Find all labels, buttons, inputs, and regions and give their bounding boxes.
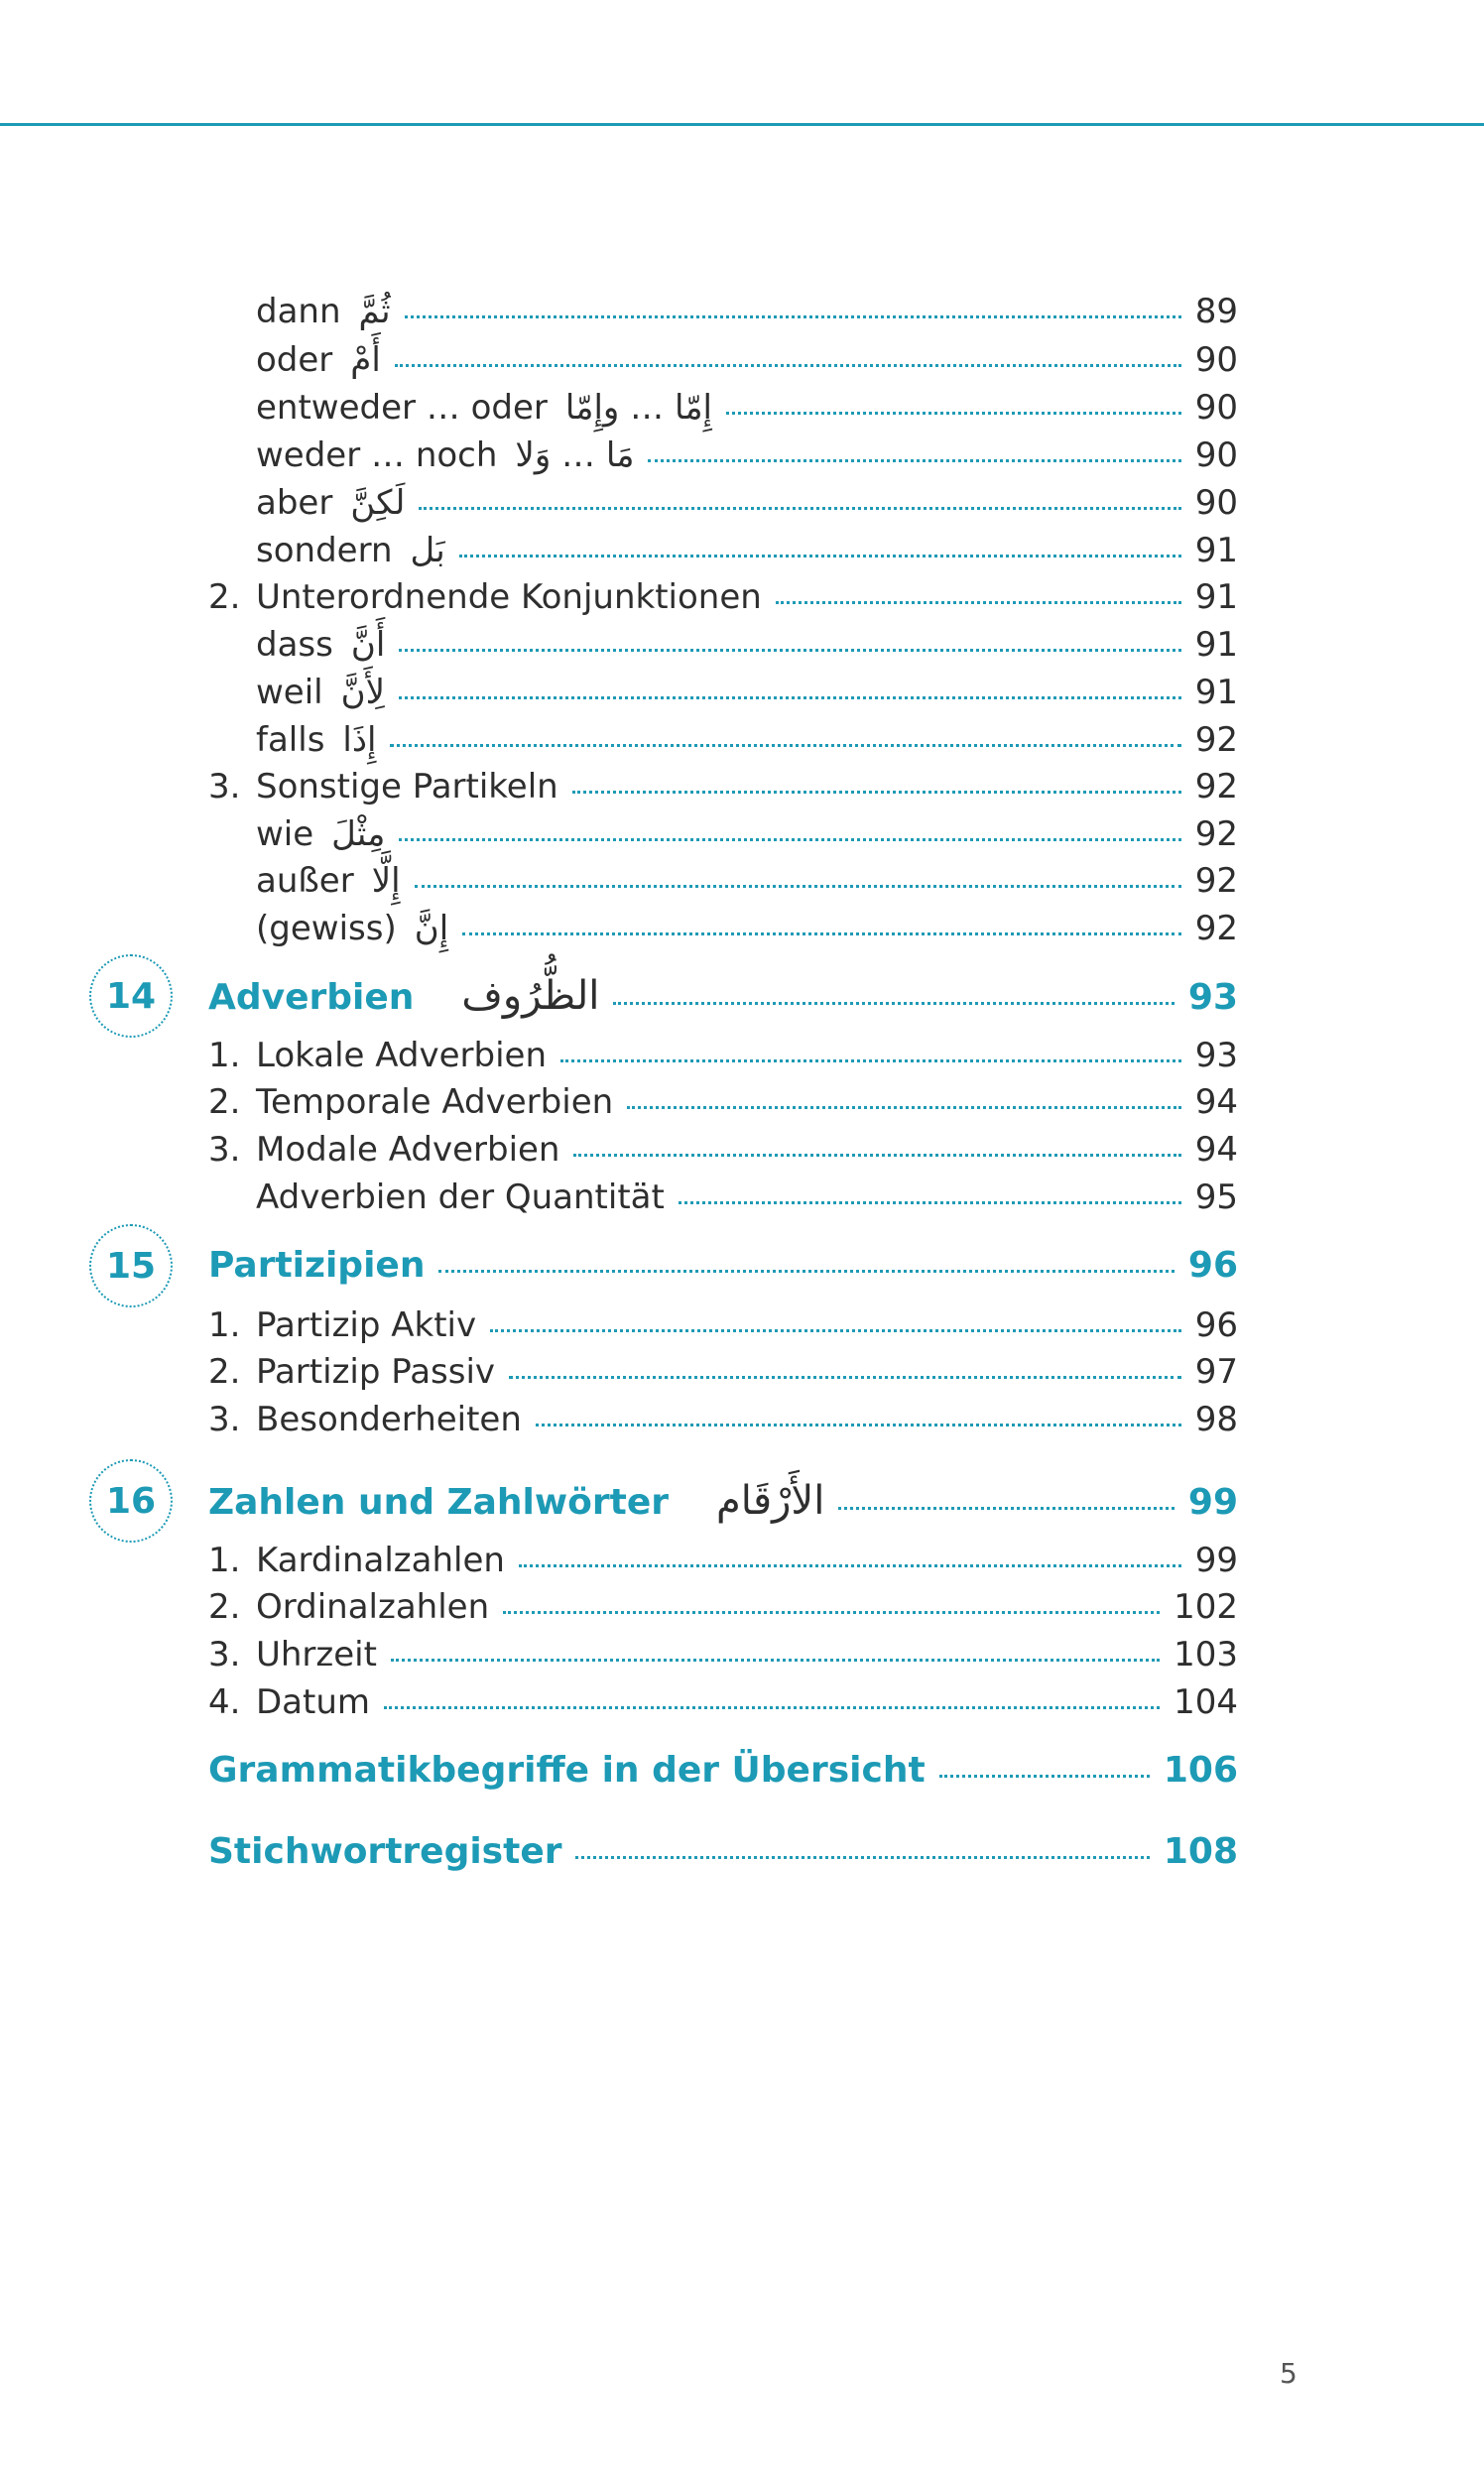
entry-label: Sonstige Partikeln <box>256 767 558 806</box>
entry-number: 4. <box>208 1682 241 1722</box>
entry-label: Ordinalzahlen <box>256 1587 490 1627</box>
toc-entry-kardinalzahlen[interactable] <box>208 1539 1238 1582</box>
dot-leader <box>438 1270 1174 1273</box>
entry-page: 90 <box>1194 435 1238 475</box>
entry-label: falls <box>256 720 325 760</box>
entry-page: 103 <box>1174 1635 1238 1674</box>
entry-label: Partizip Aktiv <box>256 1305 477 1345</box>
entry-label: dass <box>256 625 333 665</box>
dot-leader <box>573 1154 1180 1157</box>
entry-page: 92 <box>1194 767 1238 806</box>
chapter-title: Zahlen und Zahlwörter <box>208 1482 669 1523</box>
entry-label: Adverbien der Quantität <box>256 1178 665 1217</box>
dot-leader <box>509 1376 1181 1379</box>
toc-section-grammatikbegriffe[interactable] <box>208 1749 1238 1793</box>
entry-page: 102 <box>1174 1587 1238 1627</box>
entry-label: Partizip Passiv <box>256 1352 496 1392</box>
entry-page: 97 <box>1194 1352 1238 1392</box>
entry-number: 3. <box>208 767 241 806</box>
entry-number: 2. <box>208 577 241 617</box>
toc-entry-lokale-adverbien[interactable] <box>208 1034 1238 1077</box>
toc-entry-weil[interactable] <box>256 671 1238 714</box>
entry-page: 89 <box>1194 292 1238 331</box>
toc-entry-gewiss[interactable] <box>256 907 1238 950</box>
toc-section-stichwortregister[interactable] <box>208 1830 1238 1874</box>
dot-leader <box>726 412 1181 415</box>
entry-label: weil <box>256 673 323 712</box>
entry-number: 1. <box>208 1541 241 1580</box>
entry-page: 91 <box>1194 577 1238 617</box>
toc-entry-sondern[interactable] <box>256 529 1238 572</box>
entry-page: 94 <box>1194 1082 1238 1122</box>
dot-leader <box>399 696 1181 699</box>
toc-entry-dass[interactable] <box>256 623 1238 667</box>
dot-leader <box>679 1201 1181 1204</box>
chapter-page: 99 <box>1187 1482 1238 1523</box>
toc-entry-ordinalzahlen[interactable] <box>208 1585 1238 1629</box>
entry-arabic: أَمْ <box>350 340 381 380</box>
chapter-arabic: الظُّرُوف <box>461 973 600 1019</box>
dot-leader <box>399 838 1180 841</box>
entry-arabic: أَنَّ <box>350 625 386 665</box>
toc-entry-aber[interactable] <box>256 481 1238 525</box>
entry-label: entweder … oder <box>256 388 548 428</box>
entry-label: wie <box>256 814 314 854</box>
entry-number: 3. <box>208 1130 241 1170</box>
dot-leader <box>390 744 1180 747</box>
dot-leader <box>490 1329 1181 1332</box>
entry-arabic: إِلَّا <box>371 861 401 901</box>
chapter-page: 93 <box>1187 977 1238 1018</box>
entry-arabic: ثُمَّ <box>358 292 391 331</box>
toc-entry-ausser[interactable] <box>256 859 1238 903</box>
entry-label: sondern <box>256 531 393 570</box>
dot-leader <box>776 601 1181 604</box>
dot-leader <box>560 1059 1181 1062</box>
entry-page: 95 <box>1194 1178 1238 1217</box>
section-page: 108 <box>1163 1831 1238 1872</box>
toc-chapter-partizipien[interactable] <box>208 1244 1238 1288</box>
entry-page: 99 <box>1194 1541 1238 1580</box>
toc-entry-partizip-aktiv[interactable] <box>208 1303 1238 1347</box>
entry-arabic: لِأَنَّ <box>340 673 385 712</box>
entry-page: 92 <box>1194 909 1238 948</box>
dot-leader <box>519 1564 1181 1567</box>
dot-leader <box>575 1856 1149 1859</box>
entry-page: 91 <box>1194 673 1238 712</box>
toc-entry-modale-adverbien[interactable] <box>208 1128 1238 1172</box>
entry-arabic: مِثْلَ <box>331 814 386 854</box>
dot-leader <box>459 555 1181 558</box>
entry-arabic: إِنَّ <box>414 909 449 948</box>
entry-arabic: بَل <box>410 531 445 570</box>
chapter-arabic: الأَرْقَام <box>716 1478 825 1524</box>
entry-label: außer <box>256 861 354 901</box>
entry-label: Uhrzeit <box>256 1635 377 1674</box>
entry-arabic: إِذَا <box>342 720 377 760</box>
dot-leader <box>384 1706 1160 1709</box>
dot-leader <box>415 885 1181 888</box>
toc-entry-uhrzeit[interactable] <box>208 1633 1238 1676</box>
entry-number: 3. <box>208 1400 241 1439</box>
entry-label: Datum <box>256 1682 371 1722</box>
page-number: 5 <box>1280 2357 1298 2390</box>
toc-entry-entweder-oder[interactable] <box>256 386 1238 430</box>
entry-arabic: إِمّا … وإِمّا <box>564 388 712 428</box>
entry-label: Kardinalzahlen <box>256 1541 505 1580</box>
section-page: 106 <box>1163 1750 1238 1791</box>
toc-entry-wie[interactable] <box>256 812 1238 856</box>
section-title: Stichwortregister <box>208 1831 562 1872</box>
toc-entry-sonstige-partikeln[interactable] <box>208 765 1238 808</box>
toc-entry-oder[interactable] <box>256 338 1238 382</box>
section-title: Grammatikbegriffe in der Übersicht <box>208 1750 926 1791</box>
entry-page: 90 <box>1194 483 1238 523</box>
entry-label: weder … noch <box>256 435 498 475</box>
dot-leader <box>399 649 1180 652</box>
dot-leader <box>391 1659 1160 1662</box>
dot-leader <box>405 315 1181 318</box>
entry-page: 93 <box>1194 1036 1238 1075</box>
toc-entry-partizip-passiv[interactable] <box>208 1350 1238 1394</box>
entry-label: dann <box>256 292 341 331</box>
dot-leader <box>536 1424 1181 1426</box>
dot-leader <box>462 932 1181 935</box>
chapter-badge-14: 14 <box>89 954 173 1038</box>
entry-label: (gewiss) <box>256 909 397 948</box>
entry-page: 92 <box>1194 720 1238 760</box>
dot-leader <box>939 1775 1150 1778</box>
dot-leader <box>572 791 1181 794</box>
toc-entry-datum[interactable] <box>208 1680 1238 1724</box>
toc-entry-dann[interactable] <box>256 290 1238 333</box>
dot-leader <box>503 1611 1160 1614</box>
entry-page: 92 <box>1194 814 1238 854</box>
entry-label: Temporale Adverbien <box>256 1082 614 1122</box>
entry-label: oder <box>256 340 333 380</box>
toc-entry-falls[interactable] <box>256 718 1238 762</box>
entry-page: 96 <box>1194 1305 1238 1345</box>
entry-number: 2. <box>208 1352 241 1392</box>
entry-label: Lokale Adverbien <box>256 1036 548 1075</box>
toc-chapter-adverbien[interactable] <box>208 974 1238 1020</box>
chapter-badge-16: 16 <box>89 1459 173 1543</box>
dot-leader <box>395 364 1181 367</box>
entry-number: 1. <box>208 1305 241 1345</box>
dot-leader <box>419 507 1180 510</box>
entry-page: 94 <box>1194 1130 1238 1170</box>
entry-page: 98 <box>1194 1400 1238 1439</box>
dot-leader <box>627 1106 1181 1109</box>
chapter-page: 96 <box>1187 1245 1238 1286</box>
entry-label: Besonderheiten <box>256 1400 522 1439</box>
entry-page: 91 <box>1194 531 1238 570</box>
entry-arabic: مَا … وَلا <box>515 435 635 475</box>
entry-page: 92 <box>1194 861 1238 901</box>
entry-page: 104 <box>1174 1682 1238 1722</box>
entry-label: Modale Adverbien <box>256 1130 560 1170</box>
entry-page: 90 <box>1194 340 1238 380</box>
entry-number: 2. <box>208 1587 241 1627</box>
entry-arabic: لَكِنَّ <box>350 483 406 523</box>
toc-entry-adverbien-der-quantitaet[interactable] <box>256 1176 1238 1219</box>
toc-entry-unterordnende-konjunktionen[interactable] <box>208 575 1238 619</box>
chapter-badge-15: 15 <box>89 1224 173 1307</box>
toc-chapter-zahlen-und-zahlwoerter[interactable] <box>208 1479 1238 1525</box>
chapter-title: Partizipien <box>208 1245 426 1286</box>
entry-number: 2. <box>208 1082 241 1122</box>
entry-page: 91 <box>1194 625 1238 665</box>
toc-entry-weder-noch[interactable] <box>256 434 1238 477</box>
dot-leader <box>838 1507 1175 1510</box>
entry-label: aber <box>256 483 333 523</box>
entry-label: Unterordnende Konjunktionen <box>256 577 762 617</box>
chapter-title: Adverbien <box>208 977 415 1018</box>
dot-leader <box>613 1002 1175 1005</box>
toc-entry-besonderheiten[interactable] <box>208 1398 1238 1441</box>
entry-number: 3. <box>208 1635 241 1674</box>
entry-number: 1. <box>208 1036 241 1075</box>
entry-page: 90 <box>1194 388 1238 428</box>
toc-entry-temporale-adverbien[interactable] <box>208 1080 1238 1124</box>
dot-leader <box>648 459 1180 462</box>
